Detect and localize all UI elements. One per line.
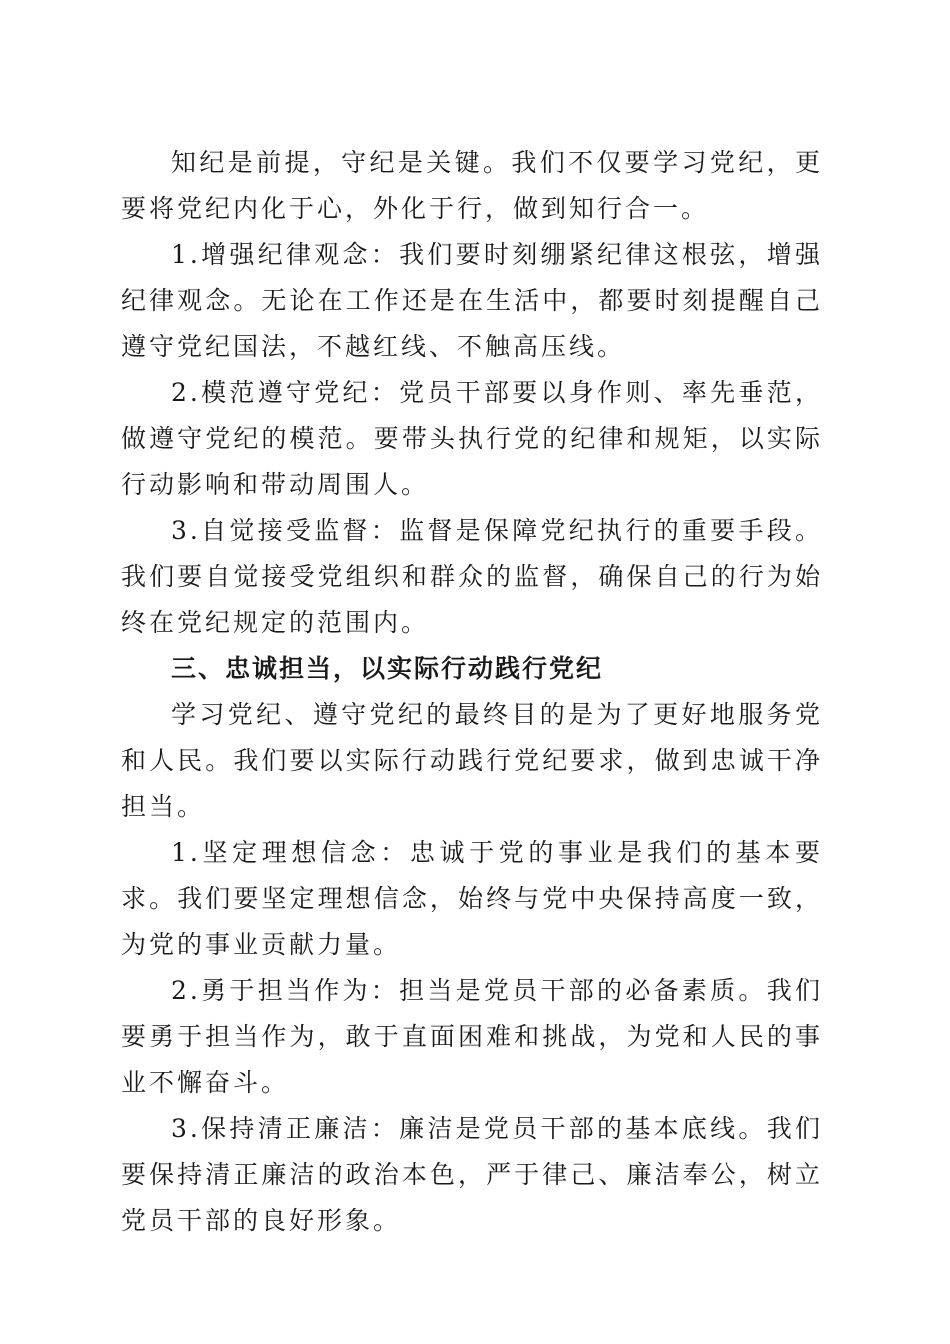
paragraph-intro: 知纪是前提，守纪是关键。我们不仅要学习党纪，更要将党纪内化于心，外化于行，做到知行合一。 xyxy=(121,148,823,223)
paragraph-accept-supervision: 3.自觉接受监督：监督是保障党纪执行的重要手段。我们要自觉接受党组织和群众的监督，确保自己的行为始终在党纪规定的范围内。 xyxy=(121,516,823,637)
document-body xyxy=(121,140,823,1244)
paragraph-exemplary-compliance: 2.模范遵守党纪：党员干部要以身作则、率先垂范，做遵守党纪的模范。要带头执行党的纪律和规矩，以实际行动影响和带动周围人。 xyxy=(121,378,823,499)
paragraph-integrity: 3.保持清正廉洁：廉洁是党员干部的基本底线。我们要保持清正廉洁的政治本色，严于律己、廉洁奉公，树立党员干部的良好形象。 xyxy=(121,1114,823,1235)
paragraph-firm-ideals: 1.坚定理想信念：忠诚于党的事业是我们的基本要求。我们要坚定理想信念，始终与党中央保持高度一致，为党的事业贡献力量。 xyxy=(121,838,823,959)
paragraph-discipline-awareness: 1.增强纪律观念：我们要时刻绷紧纪律这根弦，增强纪律观念。无论在工作还是在生活中，都要时刻提醒自己遵守党纪国法，不越红线、不触高压线。 xyxy=(121,240,823,361)
paragraph-section-three-intro: 学习党纪、遵守党纪的最终目的是为了更好地服务党和人民。我们要以实际行动践行党纪要求，做到忠诚干净担当。 xyxy=(121,700,823,821)
section-heading-three: 三、忠诚担当，以实际行动践行党纪 xyxy=(171,654,604,683)
paragraph-take-responsibility: 2.勇于担当作为：担当是党员干部的必备素质。我们要勇于担当作为，敢于直面困难和挑战，为党和人民的事业不懈奋斗。 xyxy=(121,976,823,1097)
